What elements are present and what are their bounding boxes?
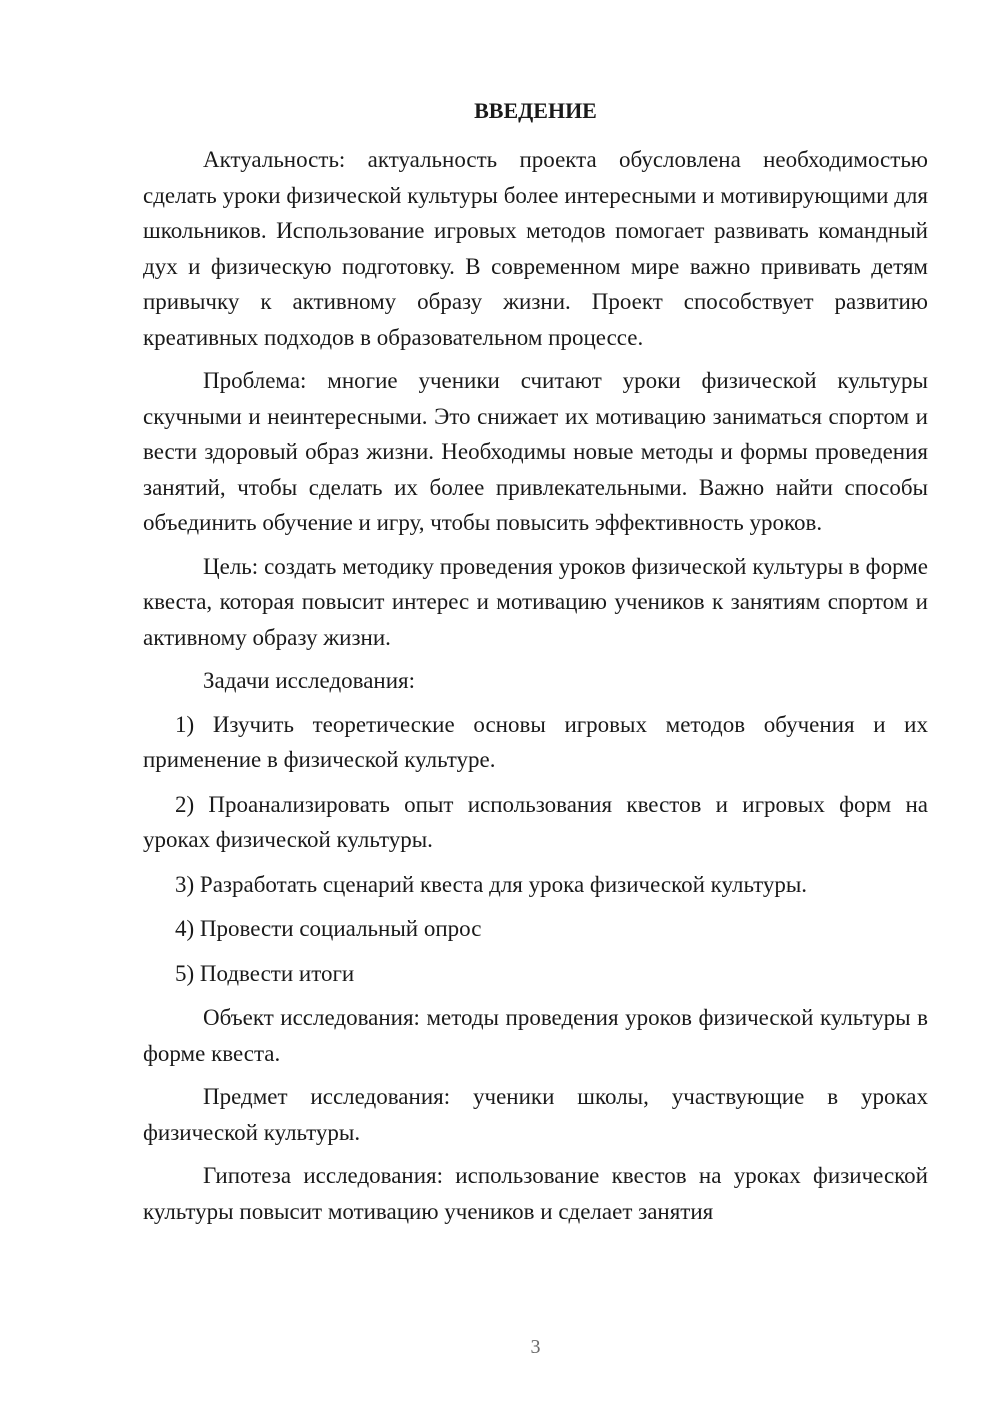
paragraph-object: Объект исследования: методы проведения уроков физической культуры в форме квеста. [143,1005,928,1066]
paragraph-problem: Проблема: многие ученики считают уроки физической культуры скучными и неинтересными. Это снижает их мотивацию заниматься спортом и вести здоровый образ жизни. Необходимы новые методы и формы проведения занятий, чтобы сделать их более привлекательными. Важно найти способы объединить обучение и игру, чтобы повысить эффективность уроков. [143,368,928,535]
paragraph-relevance: Актуальность: актуальность проекта обусловлена необходимостью сделать уроки физической культуры более интересными и мотивирующими для школьников. Использование игровых методов помогает развивать командный дух и физическую подготовку. В современном мире важно прививать детям привычку к активному образу жизни. Проект способствует развитию креативных подходов в образовательном процессе. [143,147,928,350]
task-item-4: 4) Провести социальный опрос [175,916,482,941]
task-item-1: 1) Изучить теоретические основы игровых методов обучения и их применение в физической культуре. [143,711,928,772]
paragraph-tasks-heading: Задачи исследования: [203,668,416,693]
document-body [143,142,928,1229]
section-title: ВВЕДЕНИЕ [474,98,597,123]
page-number: 3 [530,1336,541,1358]
task-item-5: 5) Подвести итоги [175,960,355,986]
paragraph-hypothesis: Гипотеза исследования: использование квестов на уроках физической культуры повысит мотивацию учеников и сделает занятия [143,1163,928,1224]
paragraph-goal: Цель: создать методику проведения уроков физической культуры в форме квеста, которая повысит интерес и мотивацию учеников к занятиям спортом и активному образу жизни. [143,553,928,650]
task-item-2: 2) Проанализировать опыт использования квестов и игровых форм на уроках физической культуры. [143,791,928,852]
task-item-3: 3) Разработать сценарий квеста для урока физической культуры. [175,871,808,897]
paragraph-subject: Предмет исследования: ученики школы, участвующие в уроках физической культуры. [143,1084,928,1145]
